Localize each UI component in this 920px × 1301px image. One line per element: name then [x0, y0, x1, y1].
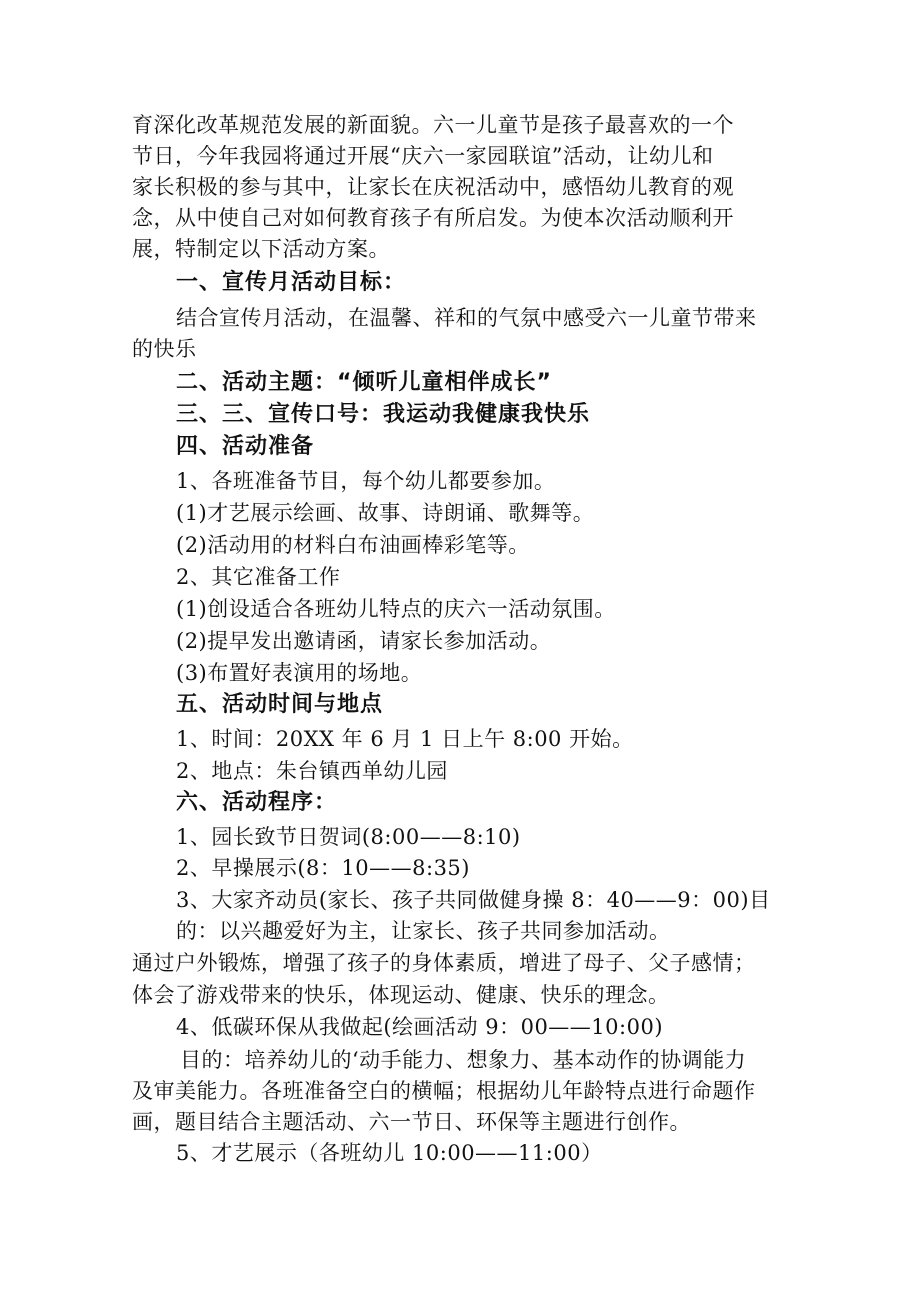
list-item: 1、园长致节日贺词(8:00——8:10)	[176, 825, 521, 849]
paragraph-line: 结合宣传月活动，在温馨、祥和的气氛中感受六一儿童节带来	[176, 306, 757, 330]
list-item: 3、大家齐动员(家长、孩子共同做健身操 8：40——9：00)目	[176, 888, 771, 912]
paragraph-line: 的：以兴趣爱好为主，让家长、孩子共同参加活动。	[176, 919, 671, 943]
list-item: (2)活动用的材料白布油画棒彩笔等。	[176, 533, 530, 557]
list-item: 2、其它准备工作	[176, 565, 341, 589]
list-item: (3)布置好表演用的场地。	[176, 661, 423, 685]
list-item: 5、才艺展示（各班幼儿 10:00——11:00）	[176, 1141, 603, 1165]
paragraph-line: 念，从中使自己对如何教育孩子有所启发。为使本次活动顺利开	[132, 206, 734, 230]
paragraph-line: 的快乐	[132, 337, 197, 361]
section-heading-time-place: 五、活动时间与地点	[176, 692, 384, 717]
section-heading-theme: 二、活动主题：“倾听儿童相伴成长”	[176, 370, 552, 395]
paragraph-line: 家长积极的参与其中，让家长在庆祝活动中，感悟幼儿教育的观	[132, 175, 734, 199]
paragraph-line: 体会了游戏带来的快乐，体现运动、健康、快乐的理念。	[132, 983, 670, 1007]
list-item: 2、早操展示(8：10——8:35)	[176, 856, 470, 880]
paragraph-line: 育深化改革规范发展的新面貌。六一儿童节是孩子最喜欢的一个	[132, 113, 734, 137]
paragraph-line: 节日，今年我园将通过开展“庆六一家园联谊”活动，让幼儿和	[132, 144, 714, 168]
list-item: (1)才艺展示绘画、故事、诗朗诵、歌舞等。	[176, 501, 595, 525]
section-heading-program: 六、活动程序：	[176, 790, 338, 815]
list-item: (1)创设适合各班幼儿特点的庆六一活动氛围。	[176, 597, 616, 621]
section-heading-slogan: 三、三、宣传口号：我运动我健康我快乐	[176, 402, 591, 427]
list-item: 1、时间：20XX 年 6 月 1 日上午 8:00 开始。	[176, 727, 634, 751]
list-item: 4、低碳环保从我做起(绘画活动 9：00——10:00)	[176, 1015, 664, 1039]
paragraph-line: 通过户外锻炼，增强了孩子的身体素质，增进了母子、父子感情；	[132, 951, 756, 975]
paragraph-line: 及审美能力。各班准备空白的横幅；根据幼儿年龄特点进行命题作	[132, 1079, 756, 1103]
section-heading-goal: 一、宣传月活动目标：	[176, 270, 407, 295]
paragraph-line: 目的：培养幼儿的‘动手能力、想象力、基本动作的协调能力	[180, 1048, 747, 1072]
paragraph-line: 画，题目结合主题活动、六一节日、环保等主题进行创作。	[132, 1110, 691, 1134]
paragraph-line: 展，特制定以下活动方案。	[132, 237, 390, 261]
list-item: 1、各班准备节目，每个幼儿都要参加。	[176, 469, 556, 493]
list-item: (2)提早发出邀请函，请家长参加活动。	[176, 629, 552, 653]
section-heading-preparation: 四、活动准备	[176, 434, 315, 459]
list-item: 2、地点：朱台镇西单幼儿园	[176, 759, 448, 783]
